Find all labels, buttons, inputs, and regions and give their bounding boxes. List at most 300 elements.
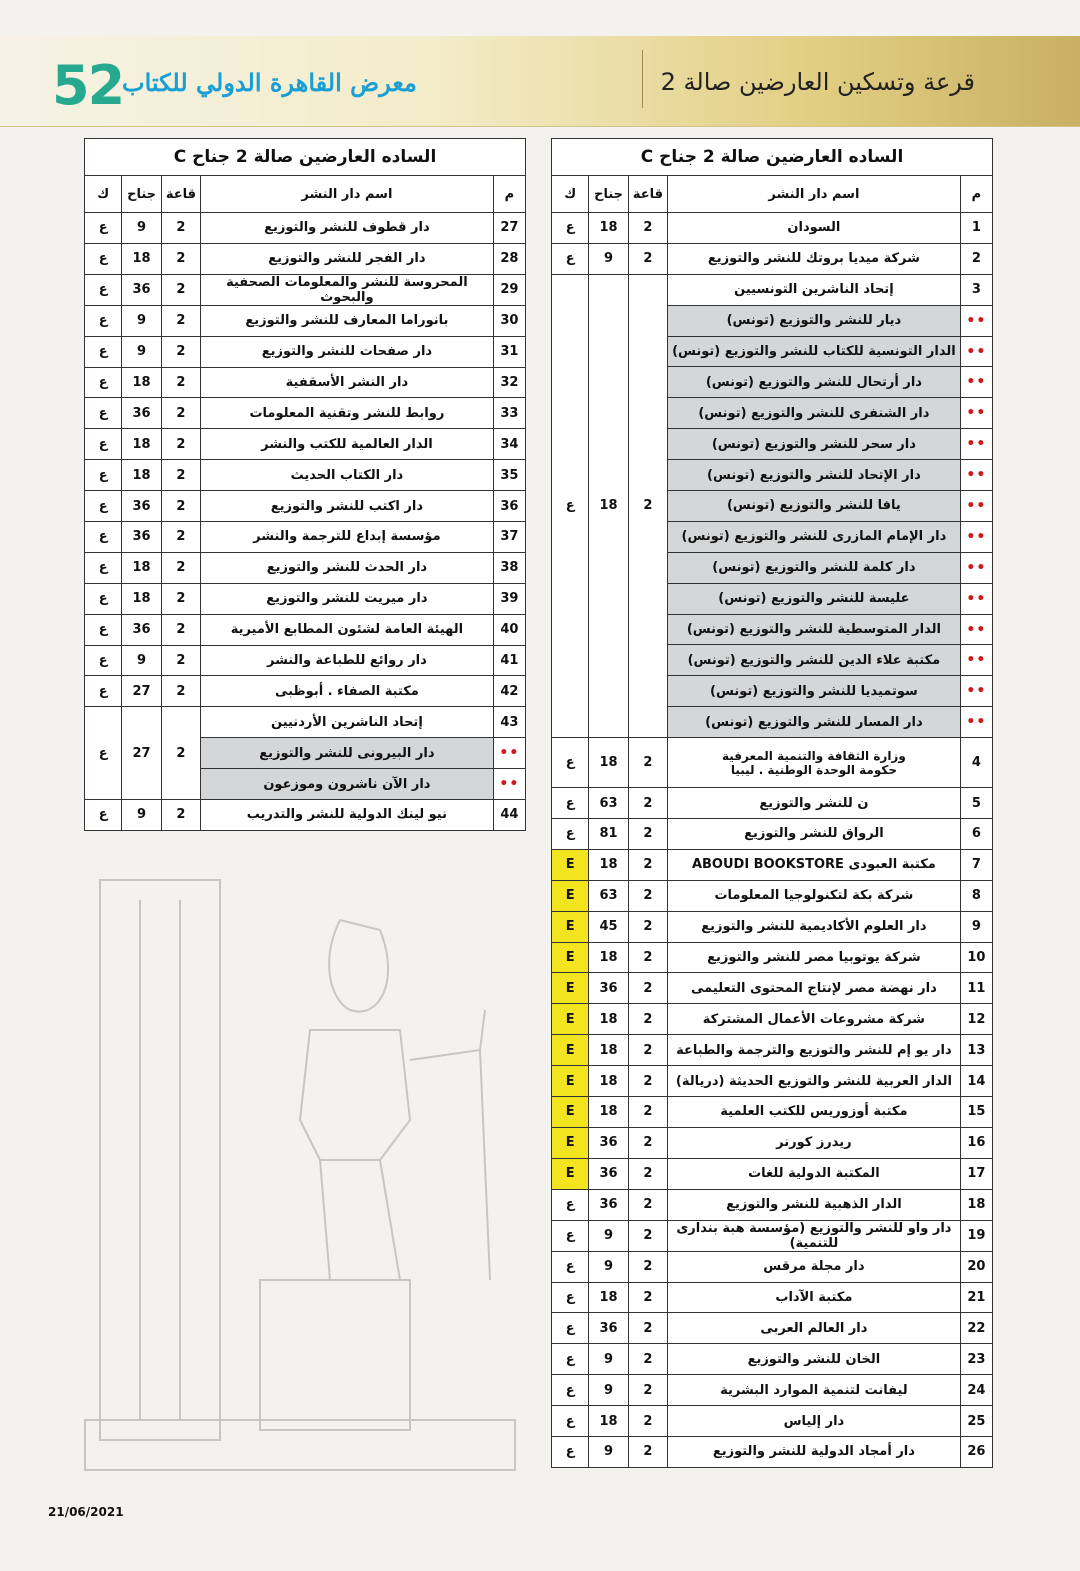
publisher-name-line: بانوراما المعارف للنشر والتوزيع bbox=[245, 313, 449, 329]
publisher-name bbox=[668, 1189, 961, 1220]
row-number: 35 bbox=[493, 460, 525, 491]
hall-cell: 2 bbox=[628, 1158, 667, 1189]
col-name: اسم دار النشر bbox=[201, 176, 494, 213]
publisher-name-line: نيو لينك الدولية للنشر والتدريب bbox=[246, 807, 447, 823]
publisher-name-line: الدار المتوسطية للنشر والتوزيع (تونس) bbox=[686, 622, 941, 638]
row-number: 33 bbox=[493, 398, 525, 429]
row-number: •• bbox=[960, 367, 992, 398]
row-number: 6 bbox=[960, 819, 992, 850]
hall-cell: 2 bbox=[161, 522, 200, 553]
publisher-name bbox=[668, 911, 961, 942]
publisher-name bbox=[201, 429, 494, 460]
logo-number: 52 bbox=[52, 54, 124, 117]
table-row bbox=[552, 1158, 993, 1189]
wing-cell: 36 bbox=[589, 1313, 628, 1344]
row-number: •• bbox=[960, 460, 992, 491]
publisher-name-line: دار اكتب للنشر والتوزيع bbox=[270, 498, 423, 514]
col-k: ك bbox=[85, 176, 122, 213]
table-row bbox=[552, 819, 993, 850]
publisher-name-line: دار أرتحال للنشر والتوزيع (تونس) bbox=[705, 374, 922, 390]
k-cell: ع bbox=[85, 274, 122, 305]
row-number: 24 bbox=[960, 1375, 992, 1406]
table-row bbox=[552, 1251, 993, 1282]
publisher-name-line: دار يو إم للنشر والتوزيع والترجمة والطباعة bbox=[676, 1042, 952, 1058]
hall-cell: 2 bbox=[628, 213, 667, 244]
table-caption: الساده العارضين صالة 2 جناح C bbox=[552, 139, 993, 176]
col-hall: قاعة bbox=[628, 176, 667, 213]
publisher-name bbox=[668, 583, 961, 614]
wing-cell: 18 bbox=[589, 1406, 628, 1437]
publisher-name-line: دار الحدث للنشر والتوزيع bbox=[266, 560, 428, 576]
k-cell: ع bbox=[85, 614, 122, 645]
table-caption: الساده العارضين صالة 2 جناح C bbox=[85, 139, 526, 176]
hall-cell: 2 bbox=[161, 460, 200, 491]
publisher-name bbox=[668, 880, 961, 911]
publisher-name bbox=[668, 788, 961, 819]
wing-cell: 18 bbox=[122, 583, 161, 614]
row-number: 11 bbox=[960, 973, 992, 1004]
k-cell: ع bbox=[552, 1189, 589, 1220]
table-row bbox=[85, 398, 526, 429]
hall-cell: 2 bbox=[161, 800, 200, 831]
table-row bbox=[85, 336, 526, 367]
row-number: 37 bbox=[493, 522, 525, 553]
publisher-name-line: دار الكتاب الحديث bbox=[290, 467, 404, 483]
table-row bbox=[552, 274, 993, 305]
row-number: 27 bbox=[493, 213, 525, 244]
k-cell: E bbox=[552, 1127, 589, 1158]
publisher-name bbox=[201, 243, 494, 274]
table-row bbox=[552, 1004, 993, 1035]
publisher-name-line: وزارة الثقافة والتنمية المعرفية bbox=[721, 748, 906, 763]
publisher-name-line: مكتبة أوزوريس للكتب العلمية bbox=[720, 1104, 908, 1120]
wing-cell: 36 bbox=[122, 274, 161, 305]
hall-cell: 2 bbox=[161, 645, 200, 676]
publisher-name bbox=[668, 1436, 961, 1467]
table-row bbox=[552, 849, 993, 880]
wing-cell: 36 bbox=[589, 973, 628, 1004]
k-cell: ع bbox=[85, 398, 122, 429]
wing-cell: 18 bbox=[589, 274, 628, 737]
table-row bbox=[85, 614, 526, 645]
table-row bbox=[552, 973, 993, 1004]
row-number: •• bbox=[960, 398, 992, 429]
wing-cell: 9 bbox=[589, 1251, 628, 1282]
hall-cell: 2 bbox=[628, 1066, 667, 1097]
k-cell: ع bbox=[552, 243, 589, 274]
k-cell: ع bbox=[85, 645, 122, 676]
row-number: •• bbox=[960, 707, 992, 738]
k-cell: E bbox=[552, 1004, 589, 1035]
publisher-name bbox=[201, 522, 494, 553]
k-cell: E bbox=[552, 1097, 589, 1128]
table-row bbox=[552, 1097, 993, 1128]
wing-cell: 9 bbox=[122, 800, 161, 831]
publisher-name-line: مؤسسة إبداع للترجمة والنشر bbox=[253, 529, 441, 545]
hall-cell: 2 bbox=[628, 1127, 667, 1158]
wing-cell: 36 bbox=[122, 522, 161, 553]
table-row bbox=[552, 880, 993, 911]
publisher-name-line: دار المسار للنشر والتوزيع (تونس) bbox=[705, 714, 923, 730]
wing-cell: 9 bbox=[589, 1436, 628, 1467]
row-number: 25 bbox=[960, 1406, 992, 1437]
table-row bbox=[552, 911, 993, 942]
wing-cell: 9 bbox=[122, 336, 161, 367]
right-exhibitors-table bbox=[551, 138, 993, 1468]
page-title: قرعة وتسكين العارضين صالة 2 bbox=[660, 68, 975, 96]
wing-cell: 36 bbox=[122, 614, 161, 645]
publisher-name-line: مكتبة العبودى ABOUDI BOOKSTORE bbox=[691, 857, 936, 873]
row-number: 36 bbox=[493, 491, 525, 522]
publisher-name-line: مكتبة الآداب bbox=[775, 1289, 853, 1305]
publisher-name bbox=[668, 1251, 961, 1282]
wing-cell: 18 bbox=[589, 1066, 628, 1097]
row-number: 22 bbox=[960, 1313, 992, 1344]
hall-cell: 2 bbox=[161, 583, 200, 614]
wing-cell: 18 bbox=[589, 738, 628, 788]
k-cell: ع bbox=[85, 552, 122, 583]
k-cell: ع bbox=[85, 522, 122, 553]
publisher-name bbox=[668, 398, 961, 429]
publisher-name-line: الدار الذهبية للنشر والتوزيع bbox=[726, 1197, 902, 1213]
row-number: 34 bbox=[493, 429, 525, 460]
publisher-name bbox=[668, 738, 961, 788]
row-number: 29 bbox=[493, 274, 525, 305]
k-cell: E bbox=[552, 942, 589, 973]
wing-cell: 9 bbox=[589, 1344, 628, 1375]
wing-cell: 9 bbox=[589, 1375, 628, 1406]
publisher-name bbox=[668, 1282, 961, 1313]
wing-cell: 18 bbox=[122, 429, 161, 460]
row-number: 5 bbox=[960, 788, 992, 819]
publisher-name-line: السودان bbox=[787, 220, 841, 236]
publisher-name bbox=[668, 1097, 961, 1128]
publisher-name bbox=[668, 819, 961, 850]
row-number: •• bbox=[960, 305, 992, 336]
wing-cell: 9 bbox=[122, 645, 161, 676]
hall-cell: 2 bbox=[161, 305, 200, 336]
publisher-name-line: دار مجلة مرقس bbox=[763, 1259, 865, 1275]
row-number: 17 bbox=[960, 1158, 992, 1189]
publisher-name bbox=[668, 460, 961, 491]
row-number: 12 bbox=[960, 1004, 992, 1035]
k-cell: ع bbox=[552, 274, 589, 737]
row-number: •• bbox=[960, 521, 992, 552]
table-row bbox=[85, 243, 526, 274]
publisher-name-line: دار البيرونى للنشر والتوزيع bbox=[259, 745, 435, 761]
hall-cell: 2 bbox=[628, 880, 667, 911]
row-number: •• bbox=[960, 583, 992, 614]
table-row bbox=[85, 367, 526, 398]
row-number: 38 bbox=[493, 552, 525, 583]
wing-cell: 36 bbox=[122, 398, 161, 429]
k-cell: ع bbox=[85, 460, 122, 491]
header-divider bbox=[642, 50, 643, 108]
wing-cell: 81 bbox=[589, 819, 628, 850]
k-cell: E bbox=[552, 1035, 589, 1066]
publisher-name bbox=[668, 1375, 961, 1406]
publisher-name-line: الرواق للنشر والتوزيع bbox=[744, 826, 884, 842]
publisher-name-line: دار النشر الأسقفية bbox=[285, 375, 409, 390]
publisher-name-line: دار الفجر للنشر والتوزيع bbox=[268, 251, 426, 267]
k-cell: ع bbox=[85, 707, 122, 800]
issue-date: 21/06/2021 bbox=[48, 1505, 124, 1519]
hall-cell: 2 bbox=[161, 274, 200, 305]
table-row bbox=[552, 1436, 993, 1467]
hall-cell: 2 bbox=[628, 1220, 667, 1251]
row-number: •• bbox=[493, 738, 525, 769]
hall-cell: 2 bbox=[628, 973, 667, 1004]
hall-cell: 2 bbox=[161, 336, 200, 367]
publisher-name-line: دار إلياس bbox=[783, 1413, 845, 1429]
row-number: 13 bbox=[960, 1035, 992, 1066]
publisher-name-line: الدار التونسية للكتاب للنشر والتوزيع (تونس) bbox=[672, 344, 956, 359]
table-row bbox=[85, 676, 526, 707]
table-row bbox=[85, 522, 526, 553]
hall-cell: 2 bbox=[628, 1251, 667, 1282]
publisher-name bbox=[668, 973, 961, 1004]
k-cell: ع bbox=[552, 1375, 589, 1406]
publisher-name-line: عليسة للنشر والتوزيع (تونس) bbox=[718, 591, 910, 607]
publisher-name bbox=[201, 645, 494, 676]
publisher-name bbox=[668, 614, 961, 645]
wing-cell: 18 bbox=[122, 460, 161, 491]
publisher-name-line: دار كلمة للنشر والتوزيع (تونس) bbox=[712, 560, 916, 576]
publisher-name bbox=[201, 552, 494, 583]
row-number: 28 bbox=[493, 243, 525, 274]
publisher-name-line: شركة يوتوبيا مصر للنشر والتوزيع bbox=[707, 950, 921, 966]
hall-cell: 2 bbox=[628, 243, 667, 274]
k-cell: ع bbox=[552, 1282, 589, 1313]
row-number: •• bbox=[960, 336, 992, 367]
wing-cell: 9 bbox=[122, 213, 161, 244]
hall-cell: 2 bbox=[628, 788, 667, 819]
publisher-name-line: حكومة الوحدة الوطنية . ليبيا bbox=[730, 762, 897, 777]
wing-cell: 18 bbox=[589, 1097, 628, 1128]
row-number: •• bbox=[960, 645, 992, 676]
publisher-name bbox=[668, 243, 961, 274]
row-number: 32 bbox=[493, 367, 525, 398]
row-number: 26 bbox=[960, 1436, 992, 1467]
publisher-name bbox=[668, 429, 961, 460]
table-row bbox=[552, 942, 993, 973]
publisher-name-line: الدار العربية للنشر والتوزيع الحديثة (دريالة) bbox=[675, 1073, 952, 1089]
k-cell: ع bbox=[85, 243, 122, 274]
k-cell: ع bbox=[85, 676, 122, 707]
publisher-name-line: المكتبة الدولية للغات bbox=[748, 1166, 880, 1182]
k-cell: ع bbox=[552, 819, 589, 850]
wing-cell: 36 bbox=[122, 491, 161, 522]
hall-cell: 2 bbox=[628, 1406, 667, 1437]
publisher-name-line: دار واو للنشر والتوزيع (مؤسسة هبة بندارى للتنمية) bbox=[676, 1220, 952, 1251]
wing-cell: 18 bbox=[589, 849, 628, 880]
publisher-name bbox=[201, 738, 494, 769]
publisher-name-line: ريدرز كورنر bbox=[776, 1135, 852, 1151]
publisher-name bbox=[668, 1127, 961, 1158]
row-number: 15 bbox=[960, 1097, 992, 1128]
k-cell: E bbox=[552, 1158, 589, 1189]
row-number: 41 bbox=[493, 645, 525, 676]
publisher-name bbox=[201, 614, 494, 645]
wing-cell: 9 bbox=[589, 1220, 628, 1251]
publisher-name-line: ديار للنشر والتوزيع (تونس) bbox=[726, 313, 902, 329]
wing-cell: 36 bbox=[589, 1189, 628, 1220]
col-name: اسم دار النشر bbox=[668, 176, 961, 213]
k-cell: ع bbox=[552, 1344, 589, 1375]
hall-cell: 2 bbox=[628, 1097, 667, 1128]
row-number: 23 bbox=[960, 1344, 992, 1375]
publisher-name-line: مكتبة علاء الدين للنشر والتوزيع (تونس) bbox=[687, 652, 941, 668]
publisher-name bbox=[668, 1004, 961, 1035]
col-wing: جناح bbox=[122, 176, 161, 213]
table-row bbox=[552, 788, 993, 819]
publisher-name bbox=[201, 800, 494, 831]
publisher-name-line: الهيئة العامة لشئون المطابع الأميرية bbox=[230, 622, 464, 638]
k-cell: ع bbox=[552, 1251, 589, 1282]
wing-cell: 9 bbox=[122, 305, 161, 336]
wing-cell: 63 bbox=[589, 788, 628, 819]
table-row bbox=[85, 274, 526, 305]
publisher-name bbox=[668, 942, 961, 973]
k-cell: ع bbox=[552, 738, 589, 788]
publisher-name bbox=[668, 213, 961, 244]
publisher-name-line: دار ميريت للنشر والتوزيع bbox=[266, 591, 428, 607]
publisher-name bbox=[668, 1220, 961, 1251]
hall-cell: 2 bbox=[628, 1436, 667, 1467]
hall-cell: 2 bbox=[161, 213, 200, 244]
hall-cell: 2 bbox=[161, 429, 200, 460]
publisher-name bbox=[201, 336, 494, 367]
publisher-name bbox=[668, 1066, 961, 1097]
publisher-name bbox=[668, 552, 961, 583]
publisher-name bbox=[668, 1344, 961, 1375]
wing-cell: 27 bbox=[122, 707, 161, 800]
publisher-name-line: دار الآن ناشرون وموزعون bbox=[263, 776, 431, 792]
wing-cell: 9 bbox=[589, 243, 628, 274]
publisher-name bbox=[201, 367, 494, 398]
col-num: م bbox=[960, 176, 992, 213]
k-cell: ع bbox=[552, 788, 589, 819]
publisher-name bbox=[201, 707, 494, 738]
col-k: ك bbox=[552, 176, 589, 213]
hall-cell: 2 bbox=[628, 1189, 667, 1220]
table-row bbox=[552, 1066, 993, 1097]
row-number: •• bbox=[960, 614, 992, 645]
publisher-name-line: الدار العالمية للكتب والنشر bbox=[261, 436, 433, 452]
row-number: 31 bbox=[493, 336, 525, 367]
row-number: 8 bbox=[960, 880, 992, 911]
wing-cell: 63 bbox=[589, 880, 628, 911]
publisher-name bbox=[668, 707, 961, 738]
hall-cell: 2 bbox=[161, 676, 200, 707]
k-cell: ع bbox=[552, 1406, 589, 1437]
row-number: 30 bbox=[493, 305, 525, 336]
wing-cell: 36 bbox=[589, 1158, 628, 1189]
publisher-name-line: دار نهضة مصر لإنتاج المحتوى التعليمى bbox=[691, 980, 937, 996]
publisher-name-line: شركة مشروعات الأعمال المشتركة bbox=[702, 1011, 925, 1027]
wing-cell: 18 bbox=[122, 243, 161, 274]
publisher-name-line: الخان للنشر والتوزيع bbox=[747, 1351, 881, 1367]
k-cell: E bbox=[552, 849, 589, 880]
publisher-name-line: شركة بكة لتكنولوجيا المعلومات bbox=[714, 888, 914, 904]
publisher-name-line: ليفانت لتنمية الموارد البشرية bbox=[720, 1382, 908, 1398]
publisher-name-line: دار الإتحاد للنشر والتوزيع (تونس) bbox=[707, 467, 921, 483]
table-row bbox=[85, 305, 526, 336]
publisher-name bbox=[668, 521, 961, 552]
row-number: 19 bbox=[960, 1220, 992, 1251]
col-num: م bbox=[493, 176, 525, 213]
publisher-name-line: إتحاد الناشرين الأردنيين bbox=[271, 714, 423, 730]
k-cell: ع bbox=[85, 336, 122, 367]
wing-cell: 18 bbox=[122, 552, 161, 583]
publisher-name bbox=[668, 274, 961, 305]
hall-cell: 2 bbox=[628, 911, 667, 942]
k-cell: ع bbox=[552, 1313, 589, 1344]
row-number: 9 bbox=[960, 911, 992, 942]
k-cell: ع bbox=[85, 213, 122, 244]
k-cell: ع bbox=[552, 1436, 589, 1467]
table-row bbox=[85, 552, 526, 583]
k-cell: ع bbox=[85, 367, 122, 398]
publisher-name-line: دار قطوف للنشر والتوزيع bbox=[264, 220, 430, 236]
row-number: •• bbox=[960, 491, 992, 522]
table-row bbox=[85, 429, 526, 460]
publisher-name bbox=[201, 676, 494, 707]
publisher-name bbox=[668, 1035, 961, 1066]
hall-cell: 2 bbox=[161, 614, 200, 645]
publisher-name bbox=[668, 1313, 961, 1344]
k-cell: E bbox=[552, 1066, 589, 1097]
k-cell: ع bbox=[552, 213, 589, 244]
publisher-name-line: دار العالم العربى bbox=[760, 1320, 868, 1336]
k-cell: ع bbox=[85, 583, 122, 614]
row-number: 4 bbox=[960, 738, 992, 788]
publisher-name-line: المحروسة للنشر والمعلومات الصحفية والبحوث bbox=[226, 274, 468, 305]
table-row bbox=[552, 1127, 993, 1158]
publisher-name bbox=[668, 849, 961, 880]
table-row bbox=[552, 1344, 993, 1375]
publisher-name-line: دار سحر للنشر والتوزيع (تونس) bbox=[711, 436, 916, 452]
hall-cell: 2 bbox=[628, 1035, 667, 1066]
table-row bbox=[85, 213, 526, 244]
row-number: 44 bbox=[493, 800, 525, 831]
k-cell: E bbox=[552, 880, 589, 911]
publisher-name-line: دار روائع للطباعة والنشر bbox=[266, 653, 427, 669]
table-row bbox=[85, 800, 526, 831]
hall-cell: 2 bbox=[628, 1004, 667, 1035]
publisher-name bbox=[201, 583, 494, 614]
row-number: •• bbox=[960, 676, 992, 707]
row-number: •• bbox=[960, 552, 992, 583]
row-number: 3 bbox=[960, 274, 992, 305]
wing-cell: 18 bbox=[589, 942, 628, 973]
hall-cell: 2 bbox=[161, 707, 200, 800]
publisher-name bbox=[668, 645, 961, 676]
publisher-name-line: دار الشنفرى للنشر والتوزيع (تونس) bbox=[698, 405, 930, 421]
hall-cell: 2 bbox=[161, 398, 200, 429]
wing-cell: 27 bbox=[122, 676, 161, 707]
k-cell: ع bbox=[85, 305, 122, 336]
publisher-name bbox=[201, 305, 494, 336]
table-row bbox=[552, 243, 993, 274]
table-row bbox=[85, 645, 526, 676]
publisher-name-line: يافا للنشر والتوزيع (تونس) bbox=[726, 498, 901, 514]
hall-cell: 2 bbox=[161, 243, 200, 274]
hall-cell: 2 bbox=[628, 274, 667, 737]
publisher-name-line: ن للنشر والتوزيع bbox=[759, 795, 869, 811]
row-number: 2 bbox=[960, 243, 992, 274]
table-row bbox=[85, 707, 526, 738]
